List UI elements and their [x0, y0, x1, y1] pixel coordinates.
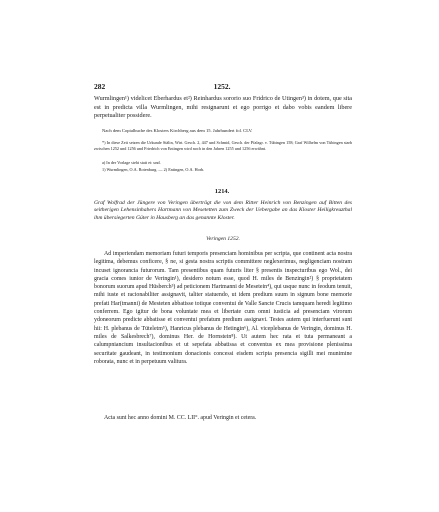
header-year: 1252.	[213, 82, 231, 91]
place-date: Veringen 1252.	[206, 236, 240, 242]
closing-line: Acta sunt hec anno domini M. CC. LII°. apud Veringin et cetera.	[104, 415, 257, 421]
document-number: 1214.	[214, 188, 230, 195]
footnote-a: a) In der Vorlage steht statt et: und.	[102, 160, 161, 165]
footnote-star: *) In diese Zeit setzen die Urkunde Stälin, Wirt. Gesch. 2, 447 und Schmid, Gesch. der Pfalzgr. v. Tübingen 158; Graf Wilhelm von Tübingen starb zwischen 1252 und 1256 und Friedrich von Entingen wird noch in den Jahren 1255 und 1256 erwähnt.	[94, 140, 352, 151]
body-text: Ad imperiendam memoriam futuri temporis presenciam hominibus per scripta, que continent acta nostra legitima, debemus conficere, § ne, si gesta nostra scriptis committere neglexerimus, negligenciam nostram incuset ignorancia futurorum. Tam presentibus quam futuris liter § presentis inspecturibus ego Wol., dei gracia comes iunior de Veringin¹), desidero notum esse, quod H. miles de Benzingin²) § proprietatem bonorum suorum apud Hüsberch³) ad peticionem Hartmanni de Mesetein⁴), qui usque nunc in feodum tenuit, mihi iuste et racionabiliter assignavit, taliter statuendo, ut idem predium suum in signum bone memorie prefati Har(tmanni) de Mesteten abbatisse totique conventui de Valle Sancte Crucis tamquam heredi legitimo conferrem. Ego igitur de bona voluntate mea et libertate cum omni iusticia ad presenciam virorum ydoneorum predicte abbatisse et conventui prefatum predium assignavi. Testes autem qui interfuerunt sunt hii: H. plebanus de Tüteletm⁵), Hanricus plebanus de Hetingin⁶), Al. viceplebanus de Veringin, dominus H. miles de Salkesbrech⁷), dominus Her. de Hornstein⁸). Ut autem hec rata et tuta permaneant a calumpniancium insultacionibus et ut sepefata abbatissa et conventus ex mea provisione plenissima securitate gaudeant, in testimonium donacionis concessi eisdem scripta presencia sigilli mei munimine roborata, nunc et in perpetuum valitura.	[94, 251, 352, 365]
page-number: 282	[94, 82, 106, 91]
source-note: Nach dem Copialbuche des Klosters Kirchberg aus dem 15. Jahrhundert fol. CLV.	[102, 128, 253, 133]
regest: Graf Wolfrad der Jüngere von Veringen überträgt die von dem Ritter Heinrich von Benzingen auf Bitten des seitherigen Lehensinhabers Hartmann von Mesetetten zum Zweck der Uebergabe an das Kloster Heiligkreuzthal ihm übersiegerten Güter in Hausberg an das genannte Kloster.	[94, 200, 352, 221]
top-text: Wurmlingen¹) videlicet Eberhardus et²) Reinhardus sororio suo Fridrico de Utingen³) in dotem, que sita est in predicta villa Wurmlingen, mihi resignarunt et ego porrigo et dabo vobis eandem libere perpetualiter possidere.	[94, 95, 352, 120]
footnote-places: 1) Wurmlingen, O.A. Rotenburg. — 2) Entingen, O.A. Horb.	[102, 167, 205, 172]
